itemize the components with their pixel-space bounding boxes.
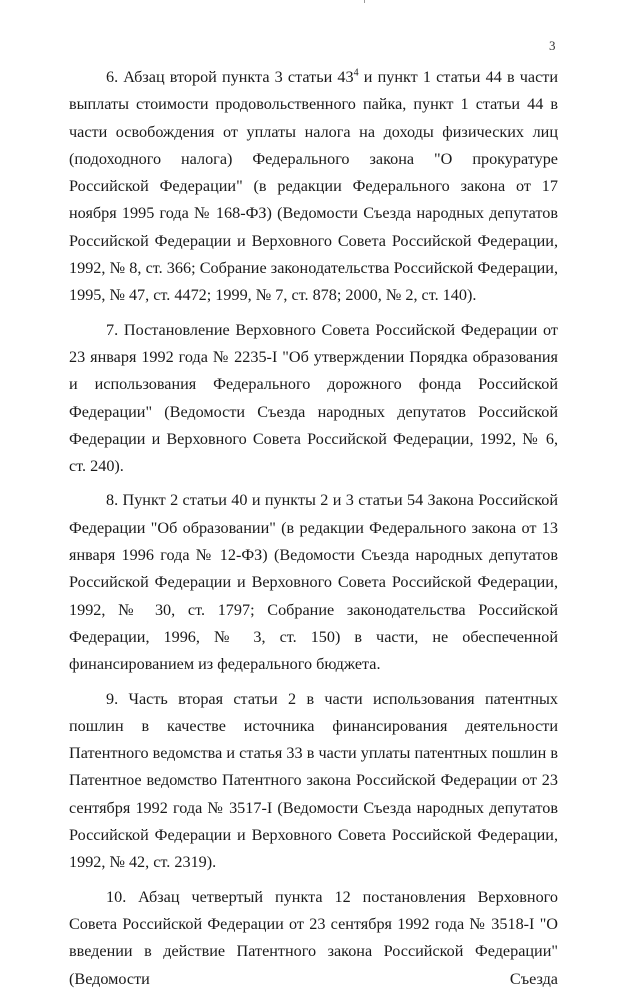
scan-mark-top: [364, 0, 365, 3]
paragraph-6: [69, 64, 558, 310]
paragraph-9: 9. Часть вторая статьи 2 в части использования патентных пошлин в качестве источника финансирования деятельности Патентного ведомства и статья 33 в части уплаты патентных пошлин в Патентное ведомство Патентного закона Российской Федерации от 23 сентября 1992 года № 3517-I (Ведомости Съезда народных депутатов Российской Федерации и Верховного Совета Российской Федерации, 1992, № 42, ст. 2319).: [69, 689, 558, 872]
paragraph-8: 8. Пункт 2 статьи 40 и пункты 2 и 3 статьи 54 Закона Российской Федерации "Об образовании" (в редакции Федерального закона от 13 января 1996 года № 12-ФЗ) (Ведомости Съезда народных депутатов Российской Федерации и Верховного Совета Российской Федерации, 1992, № 30, ст. 1797; Собрание законодательства Российской Федерации, 1996, № 3, ст. 150) в части, не обеспеченной финансированием из федерального бюджета.: [69, 491, 558, 674]
superscript: 4: [353, 67, 359, 79]
paragraph-7: 7. Постановление Верховного Совета Российской Федерации от 23 января 1992 года № 2235-I "Об утверждении Порядка образования и использования Федерального дорожного фонда Российской Федерации" (Ведомости Съезда народных депутатов Российской Федерации и Верховного Совета Российской Федерации, 1992, № 6, ст. 240).: [69, 320, 558, 476]
document-body: [69, 64, 558, 1000]
paragraph-6-text-start: 6. Абзац второй пункта 3 статьи 43: [106, 68, 354, 86]
paragraph-6-text-end: и пункт 1 статьи 44 в части выплаты стоимости продовольственного пайка, пункт 1 статьи 44 в части освобождения от уплаты налога на доходы физических лиц (подоходного налога) Федерального закона "О прокуратуре Российской Федерации" (в редакции Федерального закона от 17 ноября 1995 года № 168-ФЗ) (Ведомости Съезда народных депутатов Российской Федерации и Верховного Совета Российской Федерации, 1992, № 8, ст. 366; Собрание законодательства Российской Федерации, 1995, № 47, ст. 4472; 1999, № 7, ст. 878; 2000, № 2, ст. 140).: [69, 68, 558, 305]
paragraph-10: 10. Абзац четвертый пункта 12 постановления Верховного Совета Российской Федерации от 23 сентября 1992 года № 3518-I "О введении в действие Патентного закона Российской Федерации" (Ведомости Съезда: [69, 887, 558, 988]
page-number: 3: [549, 38, 556, 53]
